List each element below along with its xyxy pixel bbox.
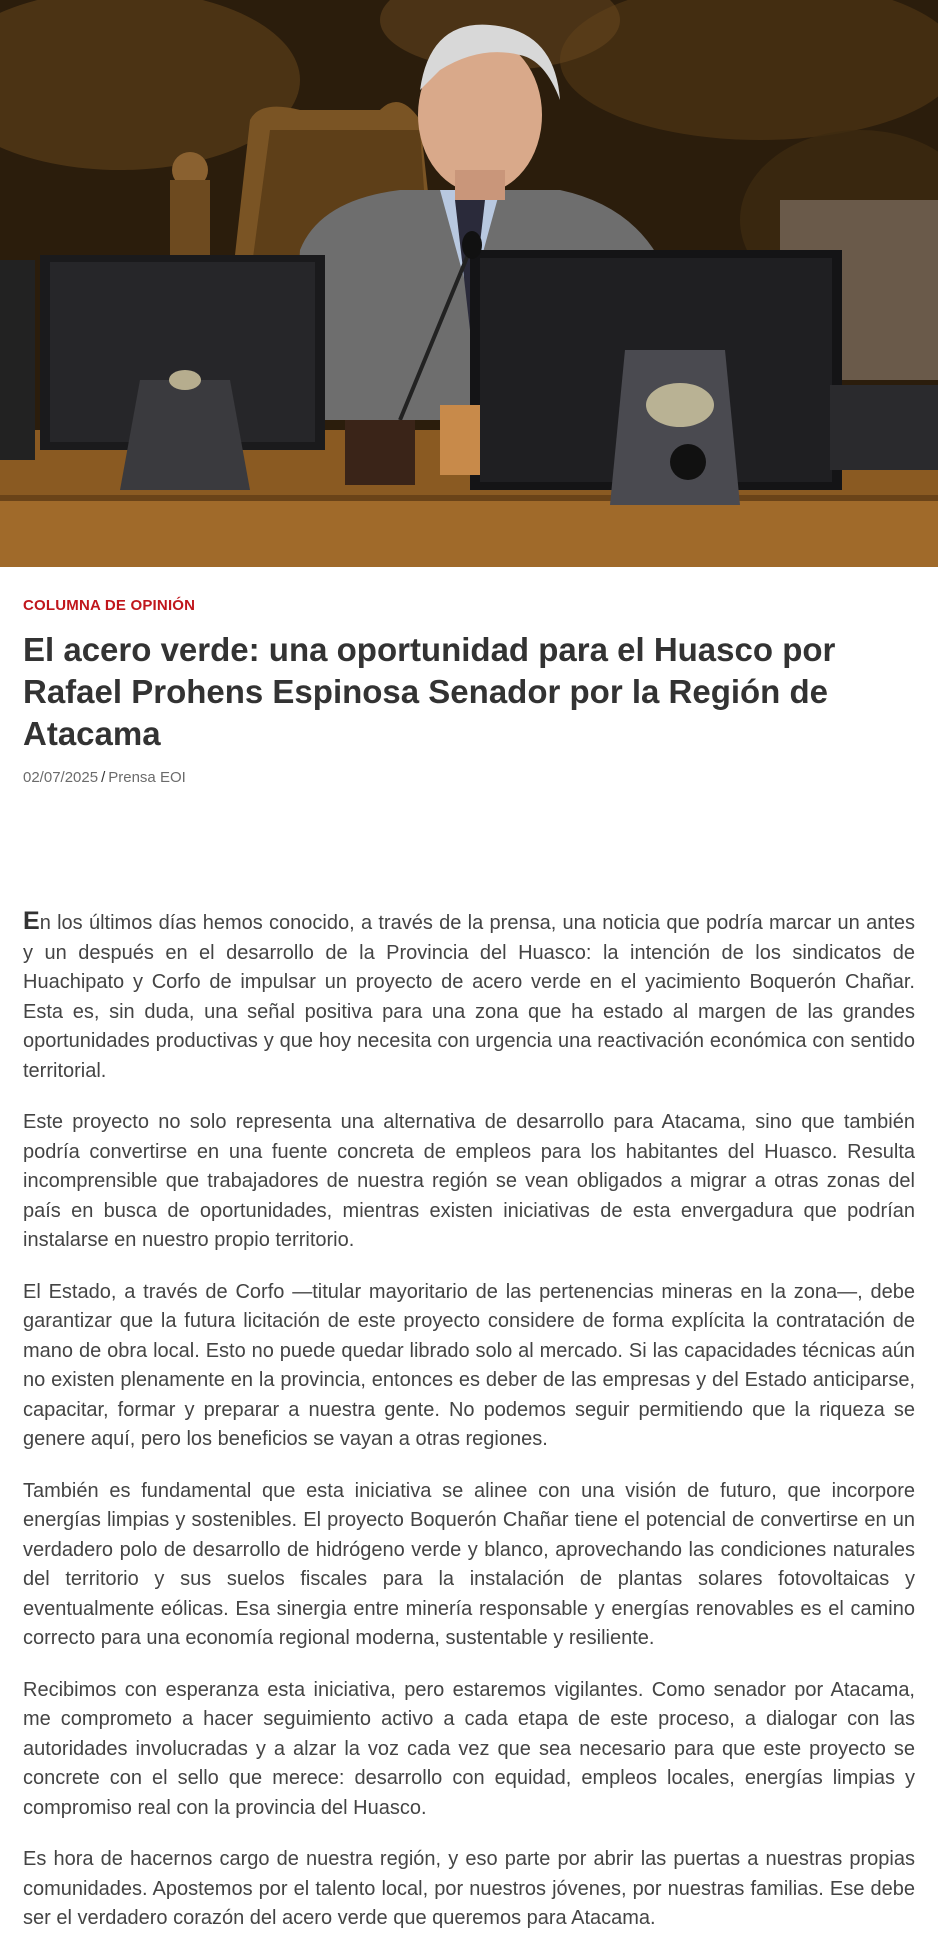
- article-date: 02/07/2025: [23, 769, 99, 786]
- hero-image: [0, 0, 938, 567]
- article: [0, 597, 938, 1934]
- article-body: [23, 907, 915, 1934]
- paragraph-text: n los últimos días hemos conocido, a través de la prensa, una noticia que podría marcar un antes y un después en el desarrollo de la Provincia del Huasco: la intención de los sindicatos de Huachipato y Corfo de impulsar un proyecto de acero verde en el yacimiento Boquerón Chañar. Esta es, sin duda, una señal positiva para una zona que ha estado al margen de las grandes oportunidades productivas y que hoy necesita con urgencia una reactivación económica con sentido territorial.: [23, 912, 915, 1082]
- photo-senator-at-desk-icon: [0, 0, 938, 567]
- article-title: El acero verde: una oportunidad para el Huasco por Rafael Prohens Espinosa Senador por la Región de Atacama: [23, 631, 836, 752]
- article-author[interactable]: Prensa EOI: [108, 769, 186, 786]
- drop-cap: E: [23, 907, 40, 935]
- body-paragraph: El Estado, a través de Corfo —titular mayoritario de las pertenencias mineras en la zona—, debe garantizar que la futura licitación de este proyecto considere de forma explícita la contratación de mano de obra local. Esto no puede quedar librado solo al mercado. Si las capacidades técnicas aún no existen plenamente en la provincia, entonces es deber de las empresas y del Estado anticiparse, capacitar, formar y preparar a nuestra gente. No podemos seguir permitiendo que la riqueza se genere aquí, pero los beneficios se vayan a otras regiones.: [23, 1280, 915, 1450]
- ad-space: [23, 787, 915, 907]
- body-paragraph: Recibimos con esperanza esta iniciativa, pero estaremos vigilantes. Como senador por Atacama, me comprometo a hacer seguimiento activo a cada etapa de este proceso, a dialogar con las autoridades involucradas y a alzar la voz cada vez que sea necesario para que este proyecto se concrete con el sello que merece: desarrollo con equidad, empleos locales, energías limpias y compromiso real con la provincia del Huasco.: [23, 1678, 915, 1819]
- body-paragraph: También es fundamental que esta iniciativa se alinee con una visión de futuro, que incorpore energías limpias y sostenibles. El proyecto Boquerón Chañar tiene el potencial de convertirse en un verdadero polo de desarrollo de hidrógeno verde y blanco, aprovechando las condiciones naturales del territorio y sus suelos fiscales para la instalación de plantas solares fotovoltaicas y eventualmente eólicas. Esa sinergia entre minería responsable y energías renovables es el camino correcto para una economía regional moderna, sustentable y resiliente.: [23, 1479, 915, 1649]
- article-meta: [23, 769, 915, 787]
- meta-separator: /: [101, 769, 106, 786]
- body-paragraph: Es hora de hacernos cargo de nuestra región, y eso parte por abrir las puertas a nuestras propias comunidades. Apostemos por el talento local, por nuestros jóvenes, por nuestras familias. Ese debe ser el verdadero corazón del acero verde que queremos para Atacama.: [23, 1848, 915, 1929]
- body-paragraph: Este proyecto no solo representa una alternativa de desarrollo para Atacama, sino que también podría convertirse en una fuente concreta de empleos para los habitantes del Huasco. Resulta incomprensible que trabajadores de nuestra región se vean obligados a migrar a otras zonas del país en busca de oportunidades, mientras existen iniciativas de esta envergadura que podrían instalarse en nuestro propio territorio.: [23, 1111, 915, 1251]
- body-paragraph: [23, 907, 915, 1086]
- category-label[interactable]: COLUMNA DE OPINIÓN: [23, 597, 196, 614]
